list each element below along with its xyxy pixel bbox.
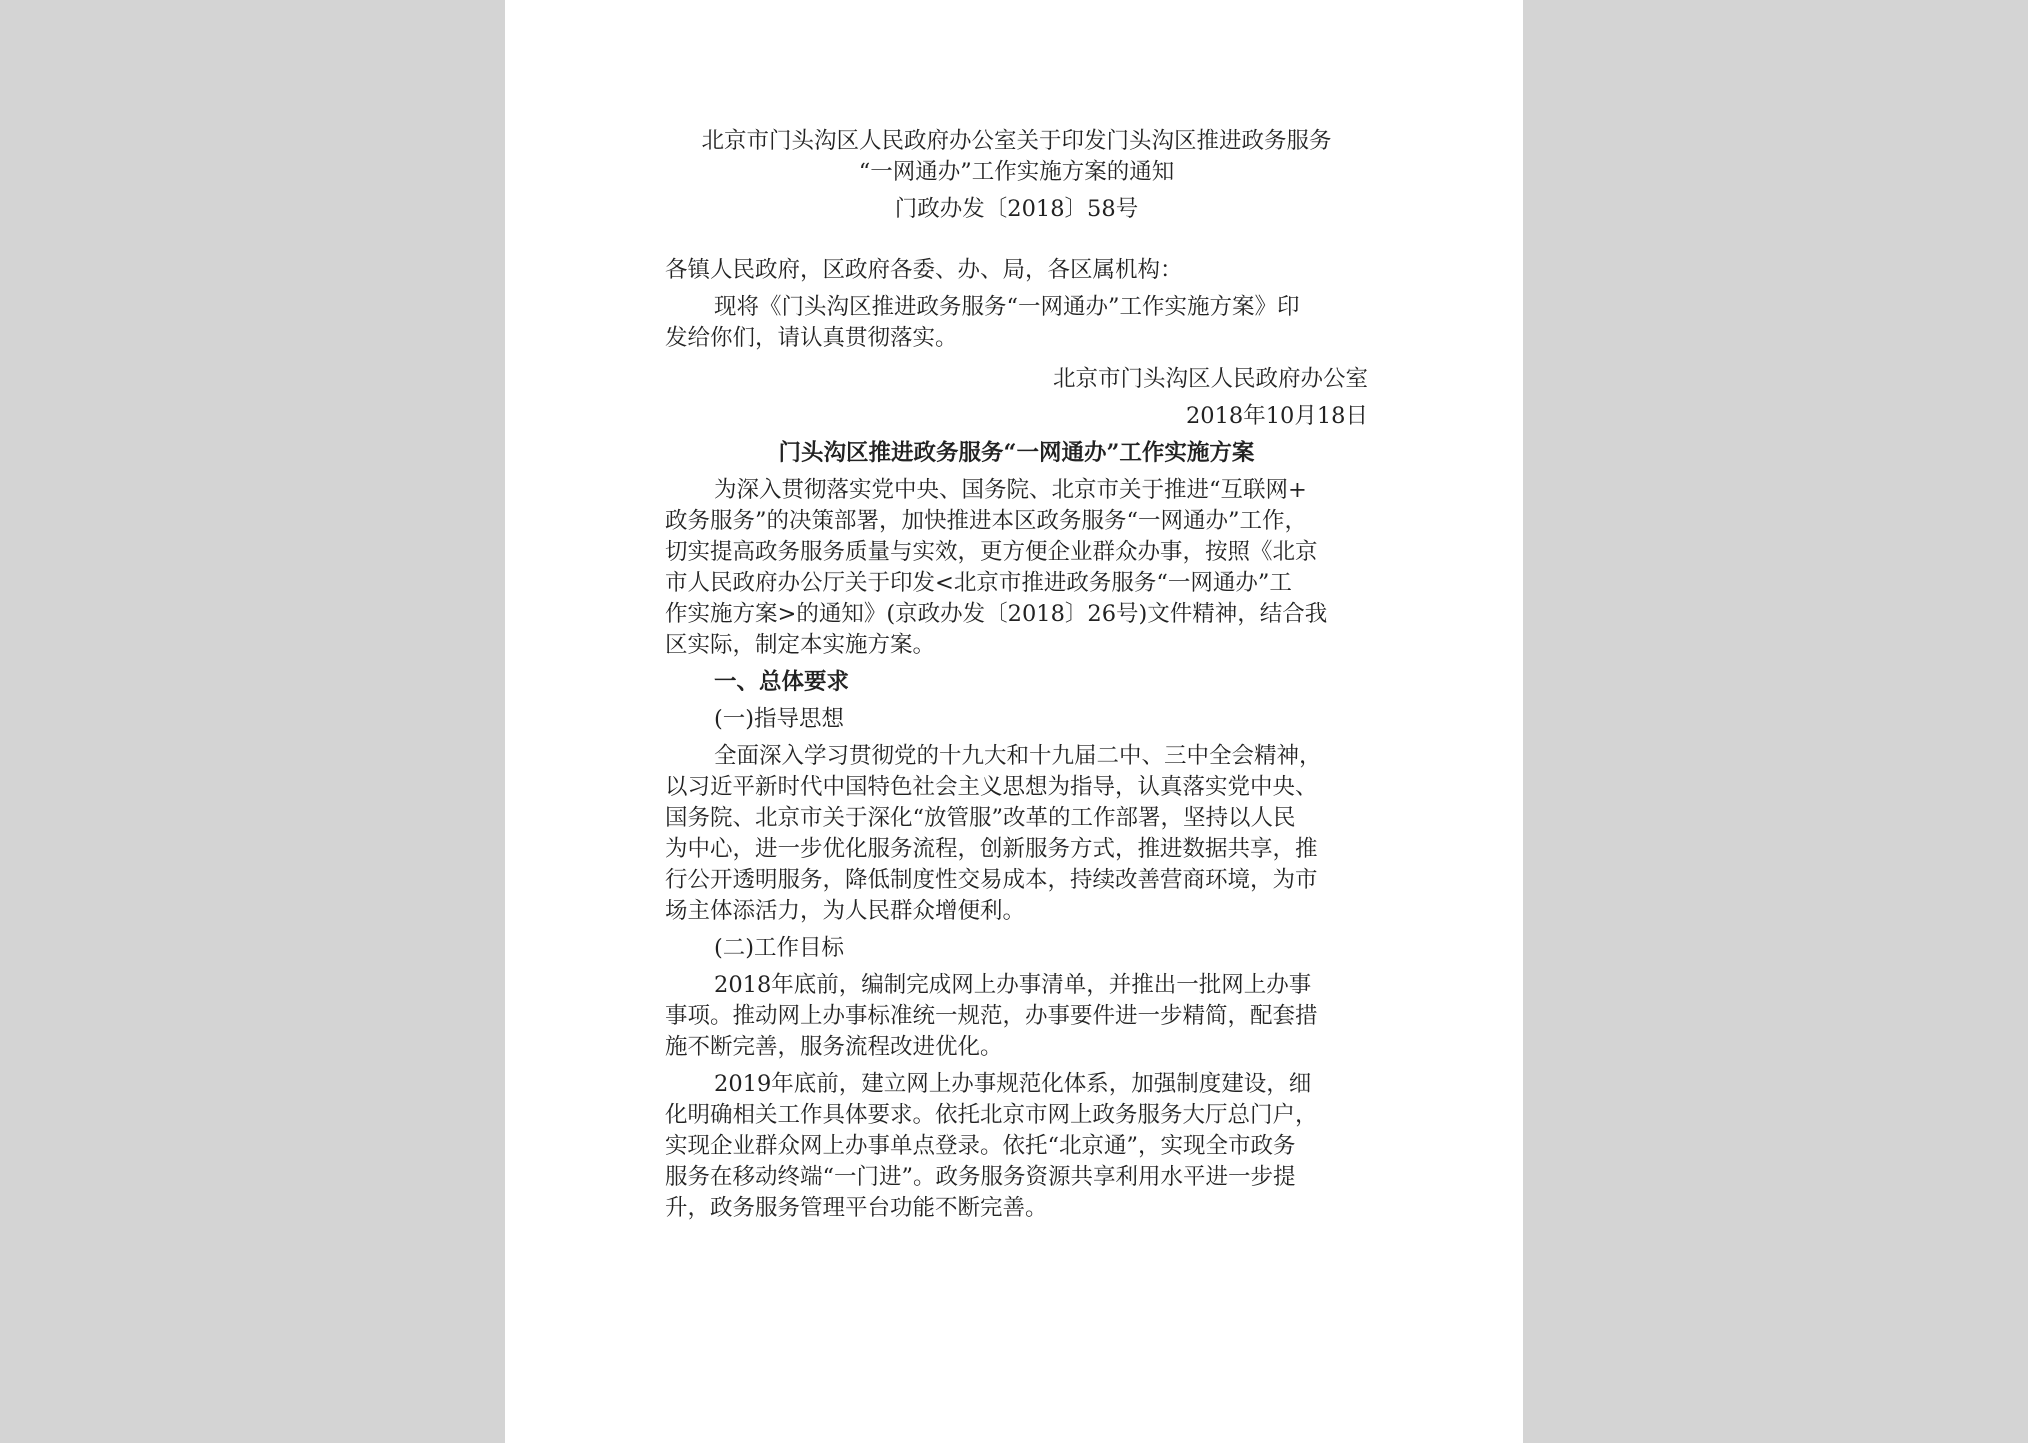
paragraph-line: 实现企业群众网上办事单点登录。依托“北京通”，实现全市政务 [665, 1133, 1296, 1159]
document-content [665, 126, 1368, 1224]
notice-title-line-2: “一网通办”工作实施方案的通知 [858, 159, 1175, 185]
document-number: 门政办发〔2018〕58号 [894, 196, 1139, 222]
issue-date: 2018年10月18日 [1185, 403, 1368, 429]
guiding-ideology-paragraph [665, 741, 1368, 927]
document-page [505, 0, 1523, 1443]
notice-body-line-1: 现将《门头沟区推进政务服务“一网通办”工作实施方案》印 [714, 294, 1300, 320]
paragraph-line: 2018年底前，编制完成网上办事清单，并推出一批网上办事 [714, 972, 1312, 998]
notice-title-line-1: 北京市门头沟区人民政府办公室关于印发门头沟区推进政务服务 [701, 128, 1332, 154]
paragraph-line: 事项。推动网上办事标准统一规范，办事要件进一步精简，配套措 [665, 1003, 1318, 1029]
goal-2018-paragraph [665, 970, 1368, 1063]
paragraph-line: 区实际，制定本实施方案。 [665, 632, 936, 658]
goal-2019-paragraph [665, 1069, 1368, 1224]
subsection-heading: (一)指导思想 [714, 706, 845, 732]
paragraph-line: 场主体添活力，为人民群众增便利。 [665, 898, 1026, 924]
plan-intro-paragraph [665, 475, 1368, 661]
paragraph-line: 升，政务服务管理平台功能不断完善。 [665, 1195, 1048, 1221]
paragraph-line: 服务在移动终端“一门进”。政务服务资源共享利用水平进一步提 [665, 1164, 1296, 1190]
paragraph-line: 为中心，进一步优化服务流程，创新服务方式，推进数据共享，推 [665, 836, 1318, 862]
paragraph-line: 作实施方案>的通知》(京政办发〔2018〕26号)文件精神，结合我 [665, 601, 1328, 627]
notice-body-line-2: 发给你们，请认真贯彻落实。 [665, 325, 958, 351]
paragraph-line: 政务服务”的决策部署，加快推进本区政务服务“一网通办”工作， [665, 508, 1308, 534]
salutation: 各镇人民政府，区政府各委、办、局，各区属机构： [665, 257, 1183, 283]
paragraph-line: 化明确相关工作具体要求。依托北京市网上政务服务大厅总门户， [665, 1102, 1318, 1128]
issuer: 北京市门头沟区人民政府办公室 [1052, 366, 1368, 392]
paragraph-line: 国务院、北京市关于深化“放管服”改革的工作部署，坚持以人民 [665, 805, 1296, 831]
paragraph-line: 2019年底前，建立网上办事规范化体系，加强制度建设，细 [714, 1071, 1312, 1097]
paragraph-line: 行公开透明服务，降低制度性交易成本，持续改善营商环境，为市 [665, 867, 1318, 893]
paragraph-line: 切实提高政务服务质量与实效，更方便企业群众办事，按照《北京 [665, 539, 1318, 565]
plan-title: 门头沟区推进政务服务“一网通办”工作实施方案 [778, 440, 1255, 466]
subsection-heading: (二)工作目标 [714, 935, 845, 961]
paragraph-line: 以习近平新时代中国特色社会主义思想为指导，认真落实党中央、 [665, 774, 1318, 800]
paragraph-line: 为深入贯彻落实党中央、国务院、北京市关于推进“互联网+ [714, 477, 1307, 503]
paragraph-line: 全面深入学习贯彻党的十九大和十九届二中、三中全会精神， [714, 743, 1322, 769]
paragraph-line: 施不断完善，服务流程改进优化。 [665, 1034, 1003, 1060]
section-heading: 一、总体要求 [714, 669, 850, 695]
paragraph-line: 市人民政府办公厅关于印发<北京市推进政务服务“一网通办”工 [665, 570, 1292, 596]
